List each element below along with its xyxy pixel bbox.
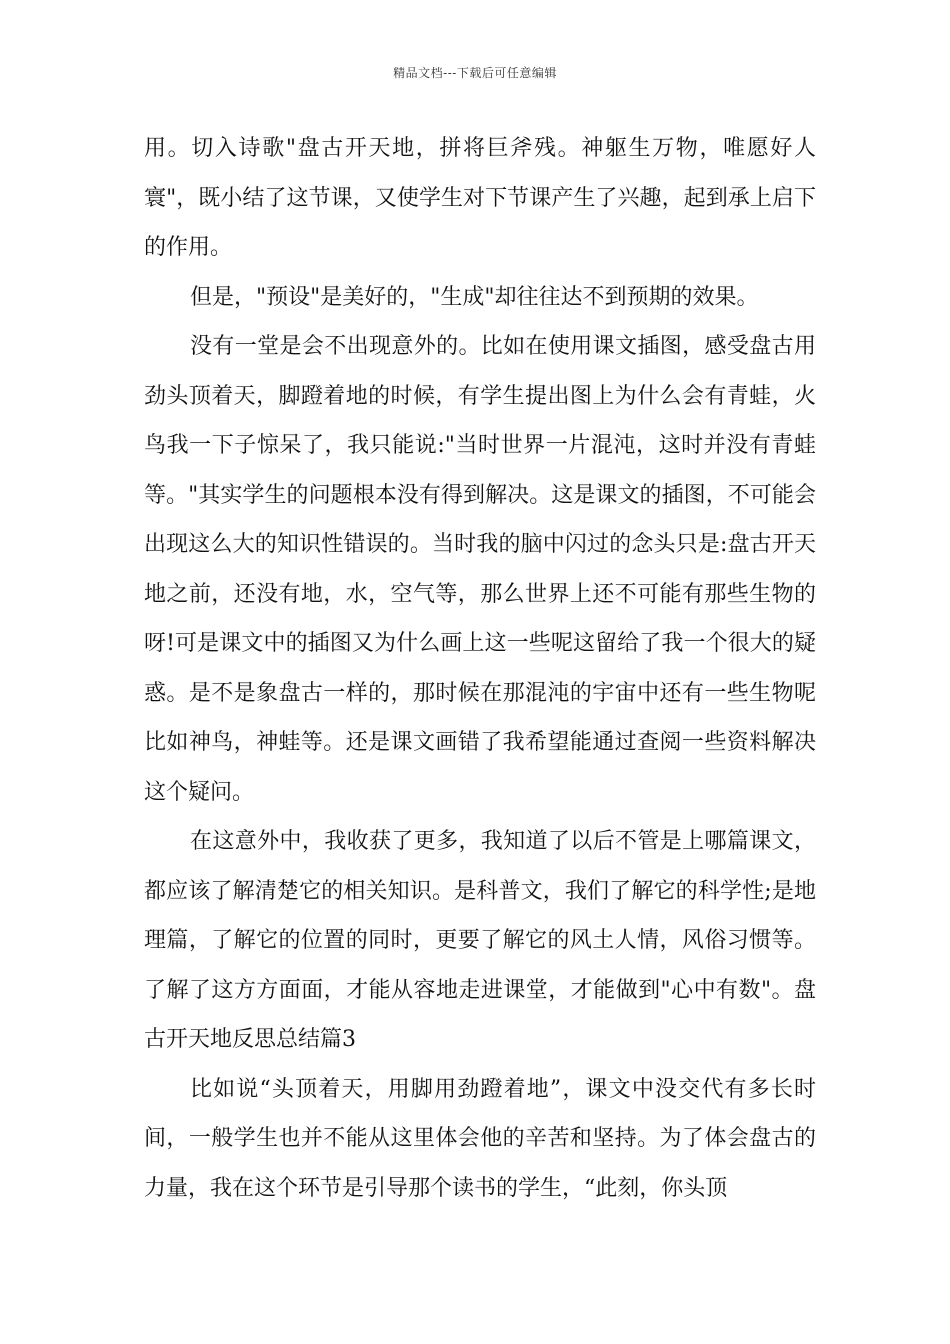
page-header: 精品文档---下载后可任意编辑 (393, 66, 557, 80)
paragraph-2: 但是，"预设"是美好的，"生成"却往往达不到预期的效果。 (190, 284, 759, 310)
paragraph-1: 用。切入诗歌"盘古开天地，拼将巨斧残。神躯生万物，唯愿好人寰"，既小结了这节课，又使学生对下节课产生了兴趣，起到承上启下的作用。 (144, 136, 816, 260)
paragraph-3: 没有一堂是会不出现意外的。比如在使用课文插图，感受盘古用劲头顶着天，脚蹬着地的时候，有学生提出图上为什么会有青蛙，火鸟我一下子惊呆了，我只能说:"当时世界一片混沌，这时并没有青蛙等。"其实学生的问题根本没有得到解决。这是课文的插图，不可能会出现这么大的知识性错误的。当时我的脑中闪过的念头只是:盘古开天地之前，还没有地，水，空气等，那么世界上还不可能有那些生物的呀!可是课文中的插图又为什么画上这一些呢这留给了我一个很大的疑惑。是不是象盘古一样的，那时候在那混沌的宇宙中还有一些生物呢比如神鸟，神蛙等。还是课文画错了我希望能通过查阅一些资料解决这个疑问。 (144, 334, 816, 805)
paragraph-5: 比如说“头顶着天，用脚用劲蹬着地”，课文中没交代有多长时间，一般学生也并不能从这里体会他的辛苦和坚持。为了体会盘古的力量，我在这个环节是引导那个读书的学生，“此刻，你头顶 (144, 1076, 816, 1201)
paragraph-4: 在这意外中，我收获了更多，我知道了以后不管是上哪篇课文，都应该了解清楚它的相关知识。是科普文，我们了解它的科学性;是地理篇，了解它的位置的同时，更要了解它的风土人情，风俗习惯等。了解了这方方面面，才能从容地走进课堂，才能做到"心中有数"。盘古开天地反思总结篇3 (144, 829, 816, 1052)
document-body (144, 124, 816, 1213)
